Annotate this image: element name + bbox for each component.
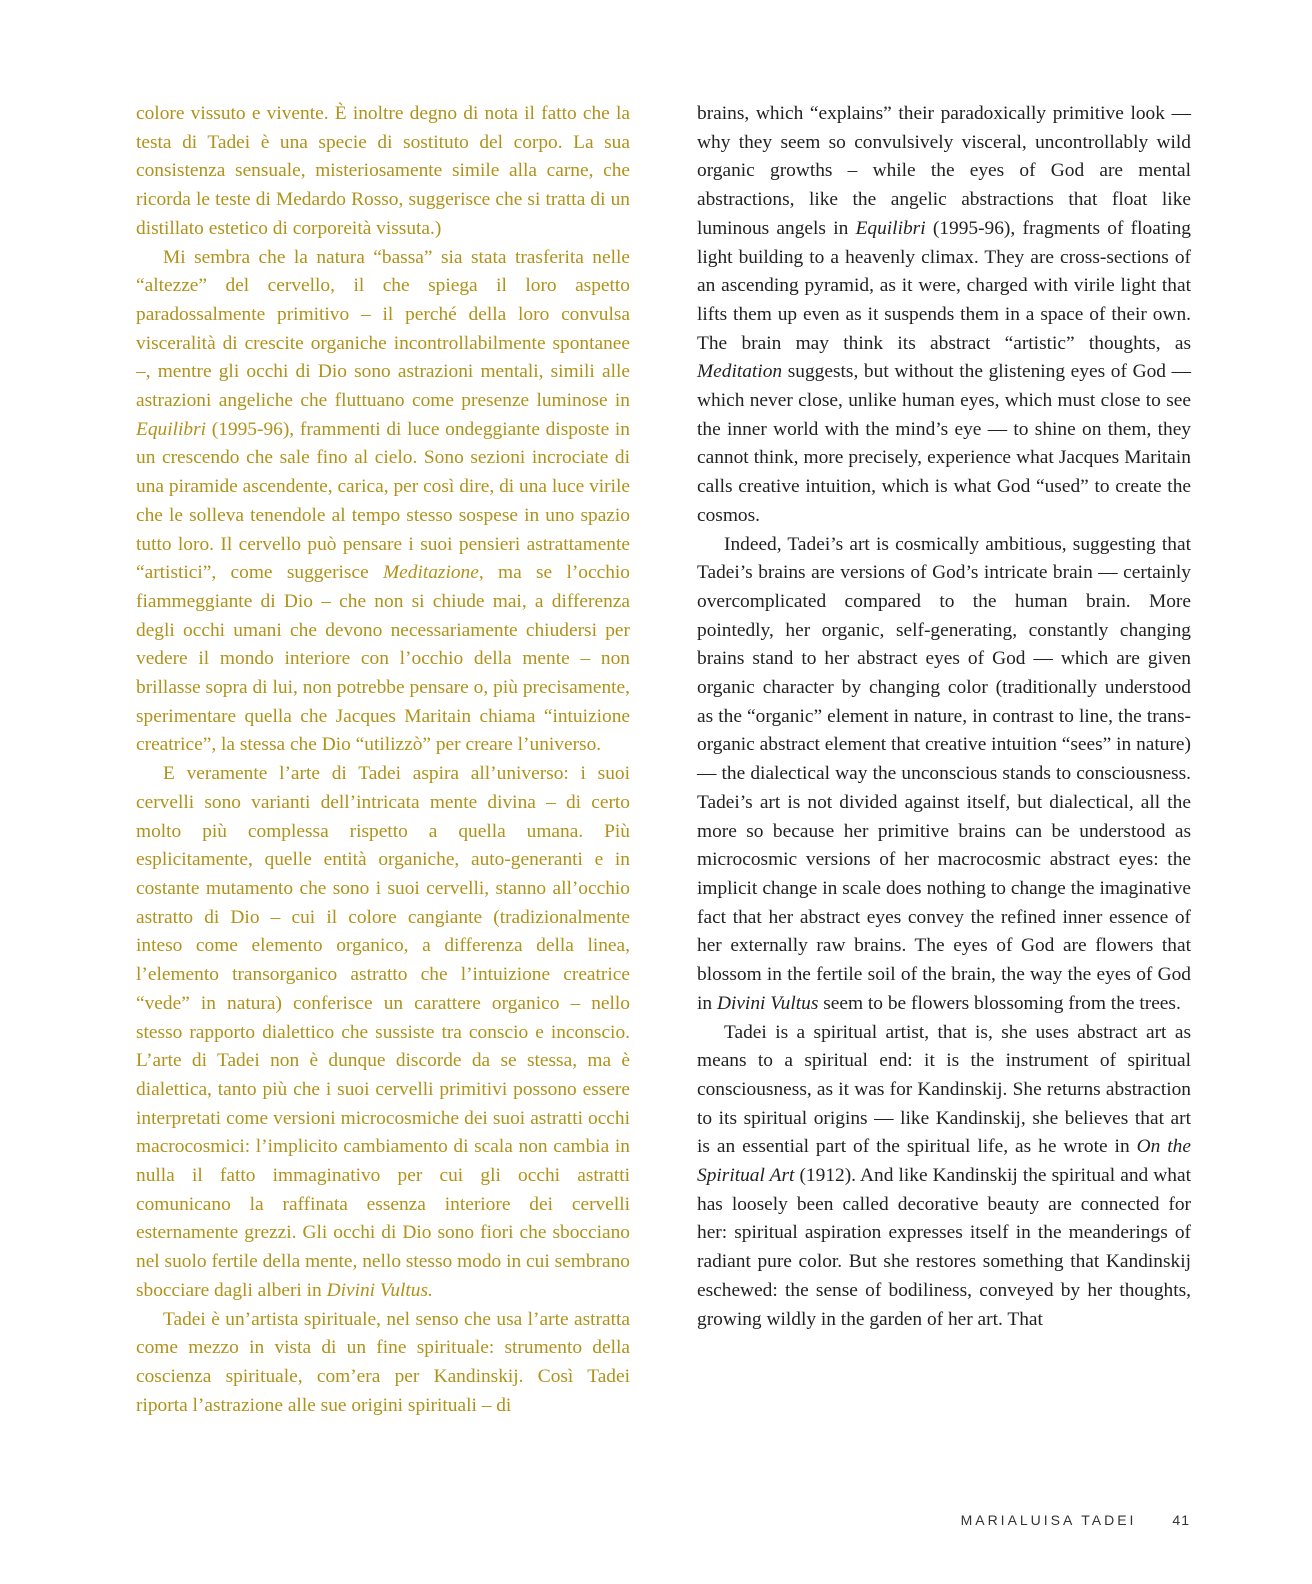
italian-text: E veramente l’arte di Tadei aspira all’universo: i suoi cervelli sono varianti dell’intricata mente divina – di certo molto più complessa rispetto a quella umana. Più esplicitamente, quelle entità organiche, auto-generanti e in costante mutamento che sono i suoi cervelli, stanno all’occhio astratto di Dio – cui il colore cangiante (tradizionalmente inteso come elemento organico, a differenza della linea, l’elemento transorganico astratto che l’intuizione creatrice “vede” in natura) conferisce un carattere organico – nello stesso rapporto dialettico che sussiste tra conscio e inconscio. L’arte di Tadei non è dunque discorde da se stessa, ma è dialettica, tanto più che i suoi cervelli primitivi possono essere interpretati come versioni microcosmiche dei suoi astratti occhi macrocosmici: l’implicito cambiamento di scala non cambia in nulla il fatto immaginativo per cui gli occhi astratti comunicano la raffinata essenza interiore dei cervelli esternamente grezzi. Gli occhi di Dio sono fiori che sbocciano nel suolo fertile della mente, nello stesso modo in cui sembrano sbocciare dagli alberi in bbox=[136, 763, 630, 1301]
italian-paragraph-3 bbox=[136, 760, 630, 1305]
italian-artwork-title: Divini Vultus. bbox=[326, 1279, 433, 1301]
english-artwork-title: Divini Vultus bbox=[716, 992, 819, 1014]
italian-text: (1995-96), frammenti di luce ondeggiante disposte in un crescendo che sale fino al cielo. Sono sezioni incrociate di una piramide ascendente, carica, per così dire, di una luce virile che le solleva tenendole al tempo stesso sospese in uno spazio tutto loro. Il cervello può pensare i suoi pensieri astrattamente “artistici”, come suggerisce bbox=[136, 418, 630, 584]
italian-column bbox=[136, 100, 630, 1420]
running-head: MARIALUISA TADEI bbox=[960, 1512, 1137, 1528]
italian-paragraph-4 bbox=[136, 1306, 630, 1421]
english-paragraph-2 bbox=[697, 531, 1191, 1019]
english-text: seem to be flowers blossoming from the trees. bbox=[818, 992, 1181, 1014]
english-column bbox=[697, 100, 1191, 1334]
english-artwork-title: On the Spiritual Art bbox=[697, 1136, 1191, 1187]
english-text: suggests, but without the glistening eyes of God — which never close, unlike human eyes, which must close to see the inner world with the mind’s eye — to shine on them, they cannot think, more precisely, experience what Jacques Maritain calls creative intuition, which is what God “used” to create the cosmos. bbox=[697, 361, 1191, 526]
english-artwork-title: Meditation bbox=[697, 361, 783, 383]
italian-text: ma se l’occhio fiammeggiante di Dio – che non si chiude mai, a differenza degli occhi umani che devono necessariamente chiudersi per vedere il mondo interiore con l’occhio della mente – non brillasse sopra di lui, non potrebbe pensare o, più precisamente, sperimentare quella che Jacques Maritain chiama “intuizione creatrice”, la stessa che Dio “utilizzò” per creare l’universo. bbox=[136, 562, 630, 756]
italian-paragraph-1 bbox=[136, 100, 630, 244]
italian-paragraph-2 bbox=[136, 244, 630, 761]
english-paragraph-1 bbox=[697, 100, 1191, 531]
italian-text: colore vissuto e vivente. È inoltre degno di nota il fatto che la testa di Tadei è una specie di sostituto del corpo. La sua consistenza sensuale, misteriosamente simile alla carne, che ricorda le teste di Medardo Rosso, suggerisce che si tratta di un distillato estetico di corporeità vissuta.) bbox=[136, 103, 630, 239]
english-text: (1995-96), fragments of floating light building to a heavenly climax. They are cross-sections of an ascending pyramid, as it were, charged with virile light that lifts them up even as it suspends them in a space of their own. The brain may think its abstract “artistic” thoughts, as bbox=[697, 217, 1191, 354]
italian-text: Mi sembra che la natura “bassa” sia stata trasferita nelle “altezze” del cervello, il che spiega il loro aspetto paradossalmente primitivo – il perché della loro convulsa visceralità di crescite organiche incontrollabilmente spontanee –, mentre gli occhi di Dio sono astrazioni mentali, simili alle astrazioni angeliche che fluttuano come presenze luminose in bbox=[136, 246, 630, 412]
english-text: Indeed, Tadei’s art is cosmically ambitious, suggesting that Tadei’s brains are versions of God’s intricate brain — certainly overcomplicated compared to the human brain. More pointedly, her organic, self-generating, constantly changing brains stand to her abstract eyes of God — which are given organic character by changing color (traditionally understood as the “organic” element in nature, in contrast to line, the trans-organic abstract element that creative intuition “sees” in nature) — the dialectical way the unconscious stands to consciousness. Tadei’s art is not divided against itself, but dialectical, all the more so because her primitive brains can be understood as microcosmic versions of her macrocosmic abstract eyes: the implicit change in scale does nothing to change the imaginative fact that her abstract eyes convey the refined inner essence of her externally raw brains. The eyes of God are flowers that blossom in the fertile soil of the brain, the way the eyes of God in bbox=[697, 533, 1191, 1014]
italian-text: Tadei è un’artista spirituale, nel senso che usa l’arte astratta come mezzo in vista di un fine spirituale: strumento della coscienza spirituale, com’era per Kandinskij. Così Tadei riporta l’astrazione alle sue origini spirituali – di bbox=[136, 1308, 630, 1416]
english-text: brains, which “explains” their paradoxically primitive look — why they seem so convulsively visceral, uncontrollably wild organic growths – while the eyes of God are mental abstractions, like the angelic abstractions that float like luminous angels in bbox=[697, 103, 1191, 239]
italian-artwork-title: Meditazione, bbox=[382, 562, 484, 584]
english-text: (1912). And like Kandinskij the spiritual and what has loosely been called decorative beauty are connected for her: spiritual aspiration expresses itself in the meanderings of radiant pure color. But she restores something that Kandinskij eschewed: the sense of bodiliness, conveyed by her thoughts, growing wildly in the garden of her art. That bbox=[697, 1165, 1191, 1330]
english-paragraph-3 bbox=[697, 1019, 1191, 1335]
page-number: 41 bbox=[1172, 1512, 1190, 1528]
english-text: Tadei is a spiritual artist, that is, she uses abstract art as means to a spiritual end: it is the instrument of spiritual consciousness, as it was for Kandinskij. She returns abstraction to its spiritual origins — like Kandinskij, she believes that art is an essential part of the spiritual life, as he wrote in bbox=[697, 1021, 1191, 1158]
page-footer bbox=[961, 1512, 1190, 1528]
italian-artwork-title: Equilibri bbox=[136, 418, 207, 440]
english-artwork-title: Equilibri bbox=[855, 217, 926, 239]
